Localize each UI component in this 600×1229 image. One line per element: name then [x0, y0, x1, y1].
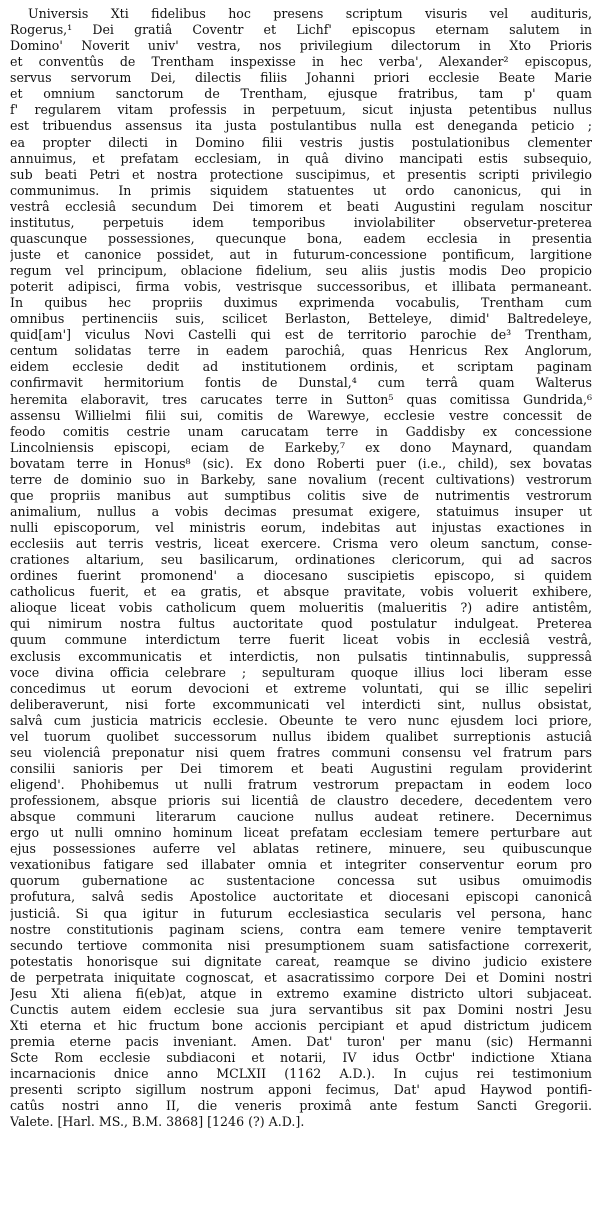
text-line: nostre constitutionis paginam sciens, contra eam temere venire temptaverit	[10, 921, 592, 937]
text-line: poterit adipisci, firma vobis, vestrisque successoribus, et illibata permaneant.	[10, 279, 592, 295]
text-line: est tribuendus assensus ita justa postulantibus nulla est deneganda peticio ;	[10, 118, 592, 134]
text-line: In quibus hec propriis duximus exprimenda vocabulis, Trentham cum	[10, 295, 592, 311]
text-line: Cunctis autem eidem ecclesie sua jura servantibus sit pax Domini nostri Jesu	[10, 1001, 592, 1017]
text-line: vexationibus fatigare sed illabater omnia et integriter conserventur eorum pro	[10, 857, 592, 873]
text-line: alioque liceat vobis catholicum quem molueritis (malueritis ?) adire antistêm,	[10, 600, 592, 616]
text-line: bovatam terre in Honus⁸ (sic). Ex dono Roberti puer (i.e., child), sex bovatas	[10, 455, 592, 471]
text-line: vestrâ ecclesiâ secundum Dei timorem et beati Augustini regulam noscitur	[10, 198, 592, 214]
text-line: servus servorum Dei, dilectis filiis Johanni priori ecclesie Beate Marie	[10, 70, 592, 86]
text-line: Jesu Xti aliena fi(eb)at, atque in extremo examine districto ultori subjaceat.	[10, 985, 592, 1001]
text-line: salvâ cum justicia matricis ecclesie. Obeunte te vero nunc ejusdem loci priore,	[10, 712, 592, 728]
text-line: concedimus ut eorum devocioni et extreme voluntati, qui se illic sepeliri	[10, 680, 592, 696]
text-line: feodo comitis cestrie unam carucatam terre in Gaddisby ex concessione	[10, 423, 592, 439]
text-line: heremita elaboravit, tres carucates terre in Sutton⁵ quas comitissa Gundrida,⁶	[10, 391, 592, 407]
text-line: juste et canonice possidet, aut in futurum-concessione pontificum, largitione	[10, 246, 592, 262]
text-line: quid[am'] viculus Novi Castelli qui est de territorio parochie de³ Trentham,	[10, 327, 592, 343]
text-line: seu violenciâ preponatur nisi quem fratres communi consensu vel fratrum pars	[10, 744, 592, 760]
text-line: deliberaverunt, nisi forte excommunicati vel interdicti sint, nullus obsistat,	[10, 696, 592, 712]
text-line: communimus. In primis siquidem statuentes ut ordo canonicus, qui in	[10, 182, 592, 198]
text-line: ejus possessiones auferre vel ablatas retinere, minuere, seu quibuscunque	[10, 841, 592, 857]
text-line: animalium, nullus a vobis decimas presumat exigere, statuimus insuper ut	[10, 503, 592, 519]
text-line: Domino' Noverit univ' vestra, nos privilegium dilectorum in Xto Prioris	[10, 38, 592, 54]
text-line: catûs nostri anno II, die veneris proximâ ante festum Sancti Gregorii.	[10, 1098, 592, 1114]
text-line: potestatis honorisque sui dignitate careat, reamque se divino judicio existere	[10, 953, 592, 969]
text-line: voce divina officia celebrare ; sepulturam quoque illius loci liberam esse	[10, 664, 592, 680]
text-line: secundo tertiove commonita nisi presumptionem suam satisfactione correxerit,	[10, 937, 592, 953]
text-line: ecclesiis aut terris vestris, liceat exercere. Crisma vero oleum sanctum, conse-	[10, 536, 592, 552]
text-line: et conventûs de Trentham inspexisse in hec verba', Alexander² episcopus,	[10, 54, 592, 70]
text-line: Xti eterna et hic fructum bone accionis percipiant et apud districtum judicem	[10, 1017, 592, 1033]
text-line: ea propter dilecti in Domino filii vestris justis postulationibus clementer	[10, 134, 592, 150]
text-line: Lincolniensis episcopi, eciam de Earkeby,⁷ ex dono Maynard, quandam	[10, 439, 592, 455]
text-line: terre de dominio suo in Barkeby, sane novalium (recent cultivations) vestrorum	[10, 471, 592, 487]
text-line: presenti scripto sigillum nostrum apponi fecimus, Dat' apud Haywod pontifi-	[10, 1082, 592, 1098]
text-line: f' regularem vitam professis in perpetuum, sicut injusta petentibus nullus	[10, 102, 592, 118]
text-line: centum solidatas terre in eadem parochiâ, quas Henricus Rex Anglorum,	[10, 343, 592, 359]
text-line: eligend'. Phohibemus ut nulli fratrum vestrorum prepactam in eodem loco	[10, 777, 592, 792]
text-line: et omnium sanctorum de Trentham, ejusque fratribus, tam p' quam	[10, 86, 592, 102]
text-line: premia eterne pacis inveniant. Amen. Dat' turon' per manu (sic) Hermanni	[10, 1034, 592, 1049]
text-line: omnibus pertinenciis suis, scilicet Berlaston, Betteleye, dimid' Baltredeleye,	[10, 311, 592, 327]
text-line: quorum gubernatione ac sustentacione concessa sut usibus omuimodis	[10, 873, 592, 889]
charter-text	[10, 6, 592, 1130]
text-line: confirmavit hermitorium fontis de Dunstal,⁴ cum terrâ quam Walterus	[10, 375, 592, 391]
text-line: Valete. [Harl. MS., B.M. 3868] [1246 (?) A.D.].	[10, 1114, 305, 1130]
text-line: ordines fuerint promonend' a diocesano suscipietis episcopo, si quidem	[10, 568, 592, 584]
text-line: institutus, perpetuis idem temporibus inviolabiliter observetur-preterea	[10, 214, 592, 230]
text-line: consilii sanioris per Dei timorem et beati Augustini regulam providerint	[10, 760, 592, 776]
text-line: crationes altarium, seu basilicarum, ordinationes clericorum, qui ad sacros	[10, 552, 592, 568]
text-line: catholicus fuerit, et ea gratis, et absque pravitate, vobis voluerit exhibere,	[10, 584, 592, 600]
text-line: de perpetrata iniquitate cognoscat, et asacratissimo corpore Dei et Domini nostri	[10, 969, 592, 985]
text-line: Universis Xti fidelibus hoc presens scriptum visuris vel audituris,	[28, 6, 592, 21]
text-line: exclusis excommunicatis et interdictis, non pulsatis tintinnabulis, suppressâ	[10, 648, 592, 664]
text-line: sub beati Petri et nostra protectione suscipimus, et presentis scripti privilegio	[10, 166, 592, 182]
text-line: Scte Rom ecclesie subdiaconi et notarii, IV idus Octbr' indictione Xtiana	[10, 1050, 592, 1066]
text-line: quum commune interdictum terre fuerit liceat vobis in ecclesiâ vestrâ,	[10, 632, 592, 648]
text-line: assensu Willielmi filii sui, comitis de Warewye, ecclesie vestre concessit de	[10, 407, 592, 423]
text-line: annuimus, et prefatam ecclesiam, in quâ divino mancipati estis subsequio,	[10, 150, 592, 166]
text-line: eidem ecclesie dedit ad institutionem ordinis, et scriptam paginam	[10, 359, 592, 375]
text-line: que propriis manibus aut sumptibus colitis sive de nutrimentis vestrorum	[10, 487, 592, 503]
text-line: profutura, salvâ sedis Apostolice auctoritate et diocesani episcopi canonicâ	[10, 889, 592, 905]
text-line: absque communi literarum caucione nullus audeat retinere. Decernimus	[10, 809, 592, 825]
text-line: justiciâ. Si qua igitur in futurum ecclesiastica secularis vel persona, hanc	[10, 905, 592, 921]
text-line: Rogerus,¹ Dei gratiâ Coventr et Lichf' episcopus eternam salutem in	[10, 22, 592, 38]
text-line: qui nimirum nostra fultus auctoritate quod postulatur indulgeat. Preterea	[10, 616, 592, 632]
text-line: incarnacionis dnice anno MCLXII (1162 A.D.). In cujus rei testimonium	[10, 1066, 592, 1082]
text-line: vel tuorum quolibet successorum nullus ibidem qualibet surreptionis astuciâ	[10, 728, 592, 744]
text-line: regum vel principum, oblacione fidelium, seu aliis justis modis Deo propicio	[10, 263, 592, 278]
text-line: ergo ut nulli omnino hominum liceat prefatam ecclesiam temere perturbare aut	[10, 825, 592, 841]
text-line: quascunque possessiones, quecunque bona, eadem ecclesia in presentia	[10, 230, 592, 246]
text-line: professionem, absque prioris sui licentiâ de claustro decedere, decedentem vero	[10, 793, 592, 809]
text-line: nulli episcoporum, vel ministris eorum, indebitas aut injustas exactiones in	[10, 520, 592, 535]
